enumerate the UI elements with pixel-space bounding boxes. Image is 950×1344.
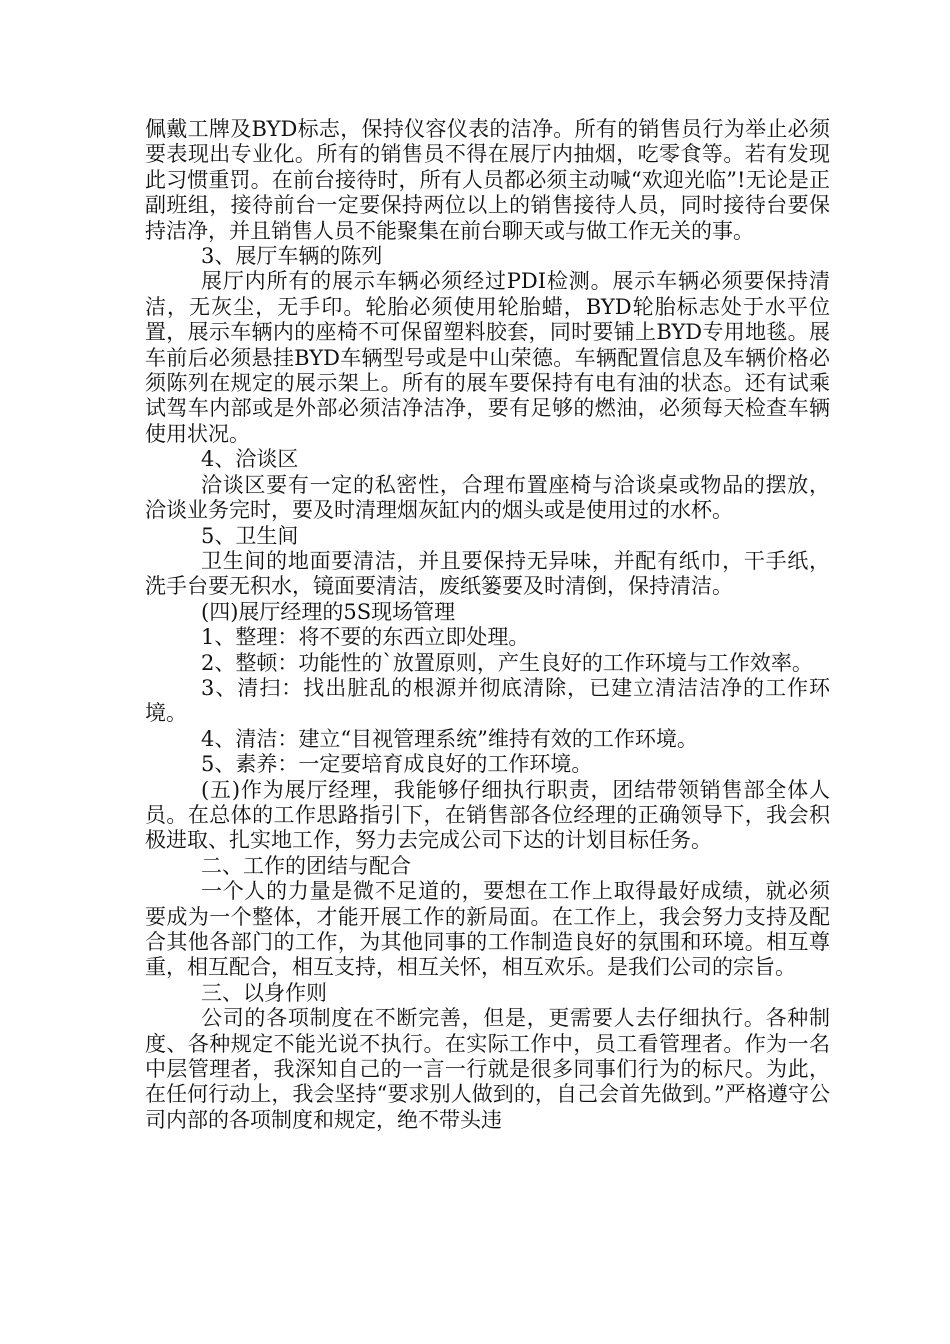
heading-vehicle-display: 3、展厅车辆的陈列: [201, 244, 383, 269]
paragraph-vehicle-display: 展厅内所有的展示车辆必须经过PDI检测。展示车辆必须要保持清洁，无灰尘，无手印。轮胎必须使用轮胎蜡，BYD轮胎标志处于水平位置，展示车辆内的座椅不可保留塑料胶套，同时要铺上BYD专用地毯。展车前后必须悬挂BYD车辆型号或是中山荣德。车辆配置信息及车辆价格必须陈列在规定的展示架上。所有的展车要保持有电有油的状态。还有试乘试驾车内部或是外部必须洁净洁净，要有足够的燃油，必须每天检查车辆使用状况。: [145, 269, 830, 446]
list-item-standardize: 4、清洁：建立“目视管理系统”维持有效的工作环境。: [201, 726, 698, 751]
paragraph-lead-by-example: 公司的各项制度在不断完善，但是，更需要人去仔细执行。各种制度、各种规定不能光说不执行。在实际工作中，员工看管理者。作为一名中层管理者，我深知自己的一言一行就是很多同事们行为的标尺。为此，在任何行动上，我会坚持“要求别人做到的，自己会首先做到。”严格遵守公司内部的各项制度和规定，绝不带头违: [145, 1006, 830, 1132]
list-item-sort: 1、整理：将不要的东西立即处理。: [201, 625, 530, 650]
heading-5s-management: (四)展厅经理的5S现场管理: [201, 599, 456, 624]
paragraph-restroom: 卫生间的地面要清洁，并且要保持无异味，并配有纸巾，干手纸，洗手台要无积水，镜面要清洁，废纸篓要及时清倒，保持清洁。: [145, 548, 830, 599]
paragraph-negotiation-area: 洽谈区要有一定的私密性，合理布置座椅与洽谈桌或物品的摆放，洽谈业务完时，要及时清理烟灰缸内的烟头或是使用过的水杯。: [145, 472, 830, 523]
list-item-set-in-order: 2、整顿：功能性的`放置原则，产生良好的工作环境与工作效率。: [201, 650, 813, 675]
list-item-sustain: 5、素养：一定要培育成良好的工作环境。: [201, 752, 593, 777]
paragraph-manager-duties: (五)作为展厅经理，我能够仔细执行职责，团结带领销售部全体人员。在总体的工作思路指引下，在销售部各位经理的正确领导下，我会积极进取、扎实地工作，努力去完成公司下达的计划目标任务。: [145, 777, 830, 853]
paragraph-teamwork: 一个人的力量是微不足道的，要想在工作上取得最好成绩，就必须要成为一个整体，才能开展工作的新局面。在工作上，我会努力支持及配合其他各部门的工作，为其他同事的工作制造良好的氛围和环境。相互尊重，相互配合，相互支持，相互关怀，相互欢乐。是我们公司的宗旨。: [145, 879, 830, 980]
list-item-shine: 3、清扫：找出脏乱的根源并彻底清除，已建立清洁洁净的工作环境。: [145, 675, 830, 726]
heading-restroom: 5、卫生间: [201, 523, 299, 548]
heading-lead-by-example: 三、以身作则: [201, 980, 327, 1005]
heading-negotiation-area: 4、洽谈区: [201, 447, 299, 472]
paragraph-dress-code: 佩戴工牌及BYD标志，保持仪容仪表的洁净。所有的销售员行为举止必须要表现出专业化。所有的销售员不得在展厅内抽烟，吃零食等。若有发现此习惯重罚。在前台接待时，所有人员都必须主动喊“欢迎光临”!无论是正副班组，接待前台一定要保持两位以上的销售接待人员，同时接待台要保持洁净，并且销售人员不能聚集在前台聊天或与做工作无关的事。: [145, 117, 830, 243]
document-body: [145, 117, 830, 1133]
heading-teamwork: 二、工作的团结与配合: [201, 853, 411, 878]
